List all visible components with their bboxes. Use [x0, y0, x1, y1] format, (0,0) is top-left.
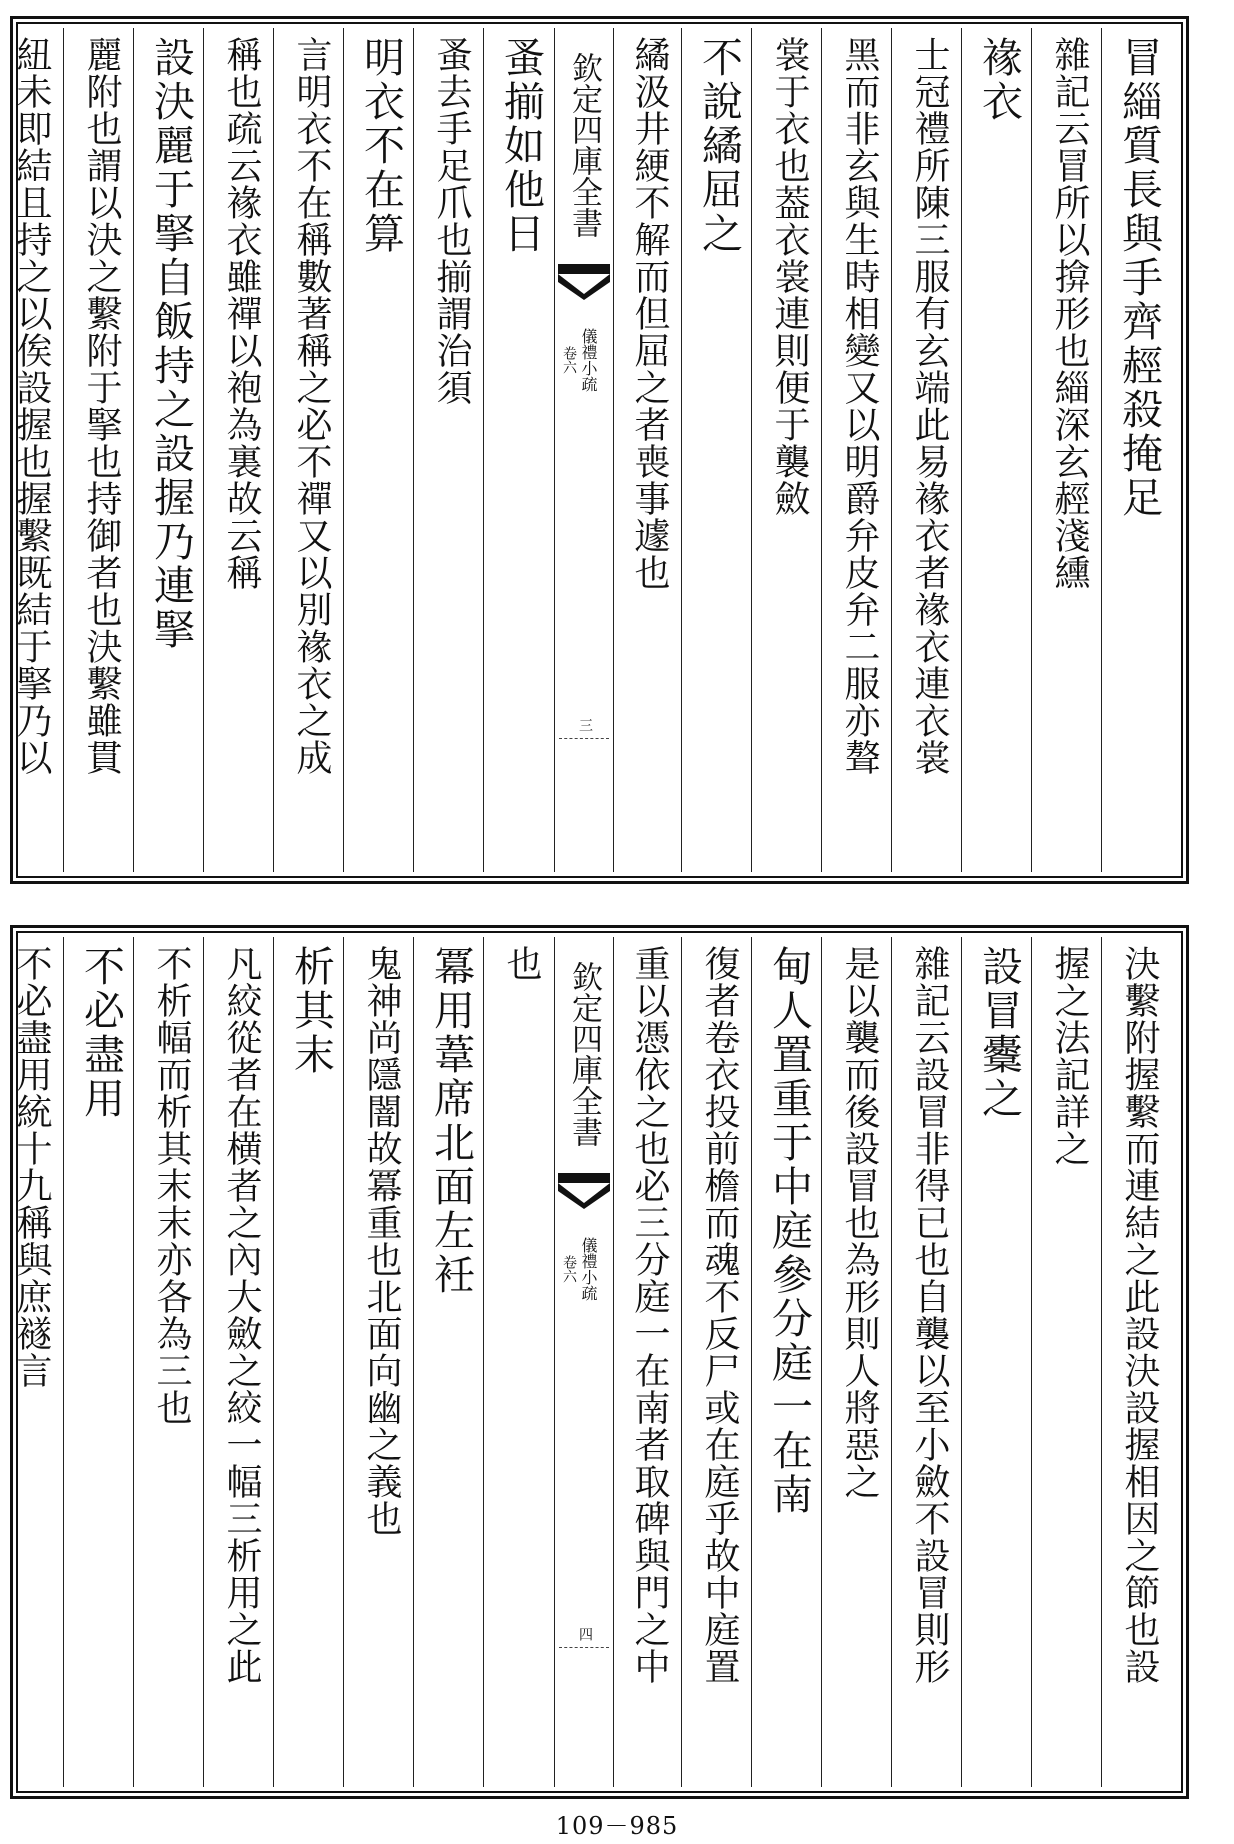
text-column	[892, 937, 962, 1787]
text-column	[134, 28, 204, 872]
column-text: 不必盡用	[77, 945, 125, 1121]
text-column	[612, 28, 682, 872]
text-column	[752, 937, 822, 1787]
text-column	[822, 28, 892, 872]
column-text: 稱也疏云褖衣雖禪以袍為裏故云稱	[221, 36, 262, 591]
collection-header: 欽定四庫全書	[566, 51, 602, 238]
page-top	[10, 16, 1189, 884]
text-column	[682, 937, 752, 1787]
text-column	[1102, 28, 1172, 872]
column-text: 繘汲井綆不解而但屈之者喪事遽也	[629, 36, 670, 591]
volume-label: 卷六	[561, 346, 577, 374]
text-column	[344, 937, 414, 1787]
text-column	[204, 28, 274, 872]
leaf-number: 四	[577, 1627, 593, 1641]
text-column	[64, 28, 134, 872]
text-column	[344, 28, 414, 872]
text-column	[1032, 28, 1102, 872]
column-text: 士冠禮所陳三服有玄端此易褖衣者褖衣連衣裳	[909, 36, 950, 776]
text-column	[274, 937, 344, 1787]
fish-tail-mark-icon	[558, 1173, 610, 1209]
column-text: 凡絞從者在横者之內大斂之絞一幅三析用之此	[221, 945, 262, 1685]
text-column	[0, 28, 64, 872]
leaf-number: 三	[577, 718, 593, 732]
text-column	[64, 937, 134, 1787]
column-text: 麗附也謂以決之繫附于掔也持御者也決繫雖貫	[81, 36, 122, 776]
column-text: 不析幅而析其末末亦各為三也	[151, 945, 192, 1426]
text-column	[414, 28, 484, 872]
text-column	[962, 28, 1032, 872]
column-text: 也	[501, 945, 542, 982]
text-column	[1032, 937, 1102, 1787]
column-text: 冪用葦席北面左衽	[427, 945, 475, 1297]
book-title: 儀禮小疏	[579, 1237, 598, 1301]
column-text: 甸人置重于中庭參分庭一在南	[765, 945, 813, 1517]
column-text: 紐未即結且持之以俟設握也握繫既結于掔乃以	[11, 36, 52, 776]
column-text: 決繫附握繫而連結之此設決設握相因之節也設	[1119, 945, 1160, 1685]
page-bottom	[10, 925, 1189, 1799]
page-top-body	[11, 28, 1177, 872]
column-text: 不說繘屈之	[695, 36, 743, 256]
block-heart-column	[554, 28, 614, 872]
column-text: 不必盡用統十九稱與庶襚言	[11, 945, 52, 1389]
page-bottom-body	[11, 937, 1177, 1787]
fish-tail-mark-icon	[558, 264, 610, 300]
column-text: 雜記云冒所以揜形也緇深玄䞓淺纁	[1049, 36, 1090, 591]
text-column	[752, 28, 822, 872]
column-text: 裳于衣也葢衣裳連則便于襲斂	[769, 36, 810, 517]
column-text: 雜記云設冒非得已也自襲以至小斂不設冒則形	[909, 945, 950, 1685]
column-text: 明衣不在算	[357, 36, 405, 256]
column-text: 褖衣	[975, 36, 1023, 124]
column-text: 蚤去手足爪也揃謂治須	[431, 36, 472, 406]
text-column	[484, 937, 554, 1787]
column-text: 黑而非玄與生時相變又以明爵弁皮弁二服亦聱	[839, 36, 880, 776]
book-title: 儀禮小疏	[579, 328, 598, 392]
divider	[559, 738, 609, 739]
collection-header: 欽定四庫全書	[566, 960, 602, 1147]
column-text: 重以憑依之也必三分庭一在南者取碑與門之中	[629, 945, 670, 1685]
column-text: 設決麗于掔自飯持之設握乃連掔	[147, 36, 195, 652]
text-column	[414, 937, 484, 1787]
column-text: 言明衣不在稱數著稱之必不禪又以別褖衣之成	[291, 36, 332, 776]
text-column	[1102, 937, 1172, 1787]
text-column	[274, 28, 344, 872]
text-column	[822, 937, 892, 1787]
page-reference: 109－985	[555, 1812, 679, 1840]
column-text: 是以襲而後設冒也為形則人將惡之	[839, 945, 880, 1500]
volume-label: 卷六	[561, 1255, 577, 1283]
column-text: 蚤揃如他日	[497, 36, 545, 256]
text-column	[892, 28, 962, 872]
column-text: 握之法記詳之	[1049, 945, 1090, 1167]
divider	[559, 1647, 609, 1648]
text-column	[962, 937, 1032, 1787]
block-heart-column	[554, 937, 614, 1787]
text-column	[204, 937, 274, 1787]
column-text: 析其末	[287, 945, 335, 1077]
column-text: 復者卷衣投前檐而魂不反尸或在庭乎故中庭置	[699, 945, 740, 1685]
column-text: 鬼神尚隱闇故冪重也北面向幽之義也	[361, 945, 402, 1537]
column-text: 設冒櫜之	[975, 945, 1023, 1121]
column-text: 冒緇質長與手齊䞓殺掩足	[1115, 36, 1163, 520]
text-column	[612, 937, 682, 1787]
text-column	[0, 937, 64, 1787]
text-column	[484, 28, 554, 872]
text-column	[134, 937, 204, 1787]
text-column	[682, 28, 752, 872]
